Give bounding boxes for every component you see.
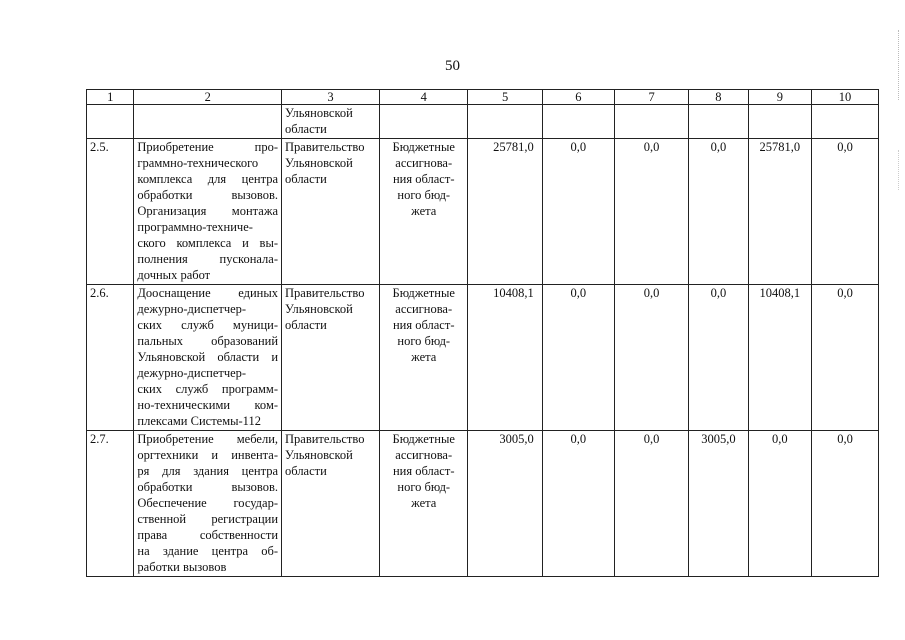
year-value: 0,0 [542,431,614,577]
year-value: 10408,1 [748,285,812,431]
item-number: 2.6. [87,285,134,431]
column-header: 7 [614,90,688,105]
year-value: 0,0 [812,139,879,285]
year-value: 0,0 [748,431,812,577]
executor-cell: Правительство Ульяновской области [282,139,380,285]
total-value: 10408,1 [468,285,542,431]
column-header: 2 [134,90,282,105]
executor-cell: Правительство Ульяновской области [282,285,380,431]
column-header: 10 [812,90,879,105]
item-description: Приобретение мебели, оргтехники и инвента- ря для здания центра обработки вызовов. Обеспечение государ- ственной регистрации права собственности на здание центра об- работки вызовов [134,431,282,577]
budget-table [86,89,879,577]
column-header: 9 [748,90,812,105]
item-number: 2.5. [87,139,134,285]
year-value: 0,0 [812,431,879,577]
table-row [87,431,879,577]
column-number-row [87,90,879,105]
funding-source: Бюджетные ассигнова- ния област- ного бюд- жета [380,139,468,285]
year-value: 0,0 [689,285,748,431]
scan-artifact [898,30,901,100]
year-value: 0,0 [812,285,879,431]
executor-cell: Ульяновской области [282,105,380,139]
year-value: 0,0 [689,139,748,285]
executor-cell: Правительство Ульяновской области [282,431,380,577]
table-row [87,285,879,431]
column-header: 5 [468,90,542,105]
continuation-row [87,105,879,139]
item-description: Дооснащение единых дежурно-диспетчер- ских служб муници- пальных образований Ульяновской области и дежурно-диспетчер- ских служб программ- но-техническими ком- плексами Системы-112 [134,285,282,431]
item-number: 2.7. [87,431,134,577]
year-value: 0,0 [614,139,688,285]
column-header: 8 [689,90,748,105]
year-value: 25781,0 [748,139,812,285]
page-number: 50 [445,58,460,74]
column-header: 6 [542,90,614,105]
column-header: 3 [282,90,380,105]
funding-source: Бюджетные ассигнова- ния област- ного бюд- жета [380,285,468,431]
year-value: 0,0 [614,285,688,431]
total-value: 25781,0 [468,139,542,285]
table-row [87,139,879,285]
funding-source: Бюджетные ассигнова- ния област- ного бюд- жета [380,431,468,577]
year-value: 3005,0 [689,431,748,577]
year-value: 0,0 [542,139,614,285]
column-header: 1 [87,90,134,105]
total-value: 3005,0 [468,431,542,577]
year-value: 0,0 [614,431,688,577]
item-description: Приобретение про- граммно-технического комплекса для центра обработки вызовов. Организация монтажа программно-техниче- ского комплекса и вы- полнения пусконала- дочных работ [134,139,282,285]
column-header: 4 [380,90,468,105]
scan-artifact [898,150,901,190]
year-value: 0,0 [542,285,614,431]
